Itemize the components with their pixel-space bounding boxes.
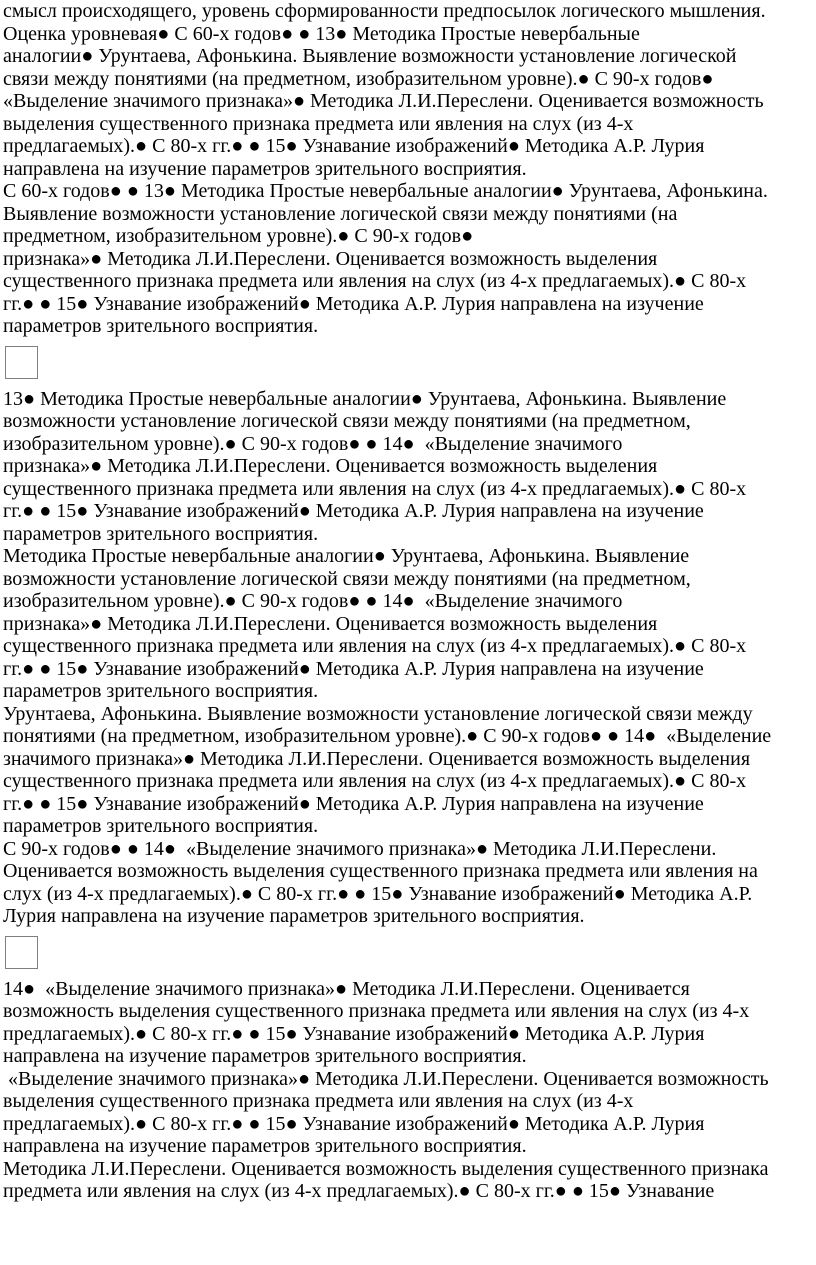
text-line: направлена на изучение параметров зрительного восприятия.: [3, 1135, 527, 1157]
text-line: Оценка уровневая● С 60-х годов● ● 13● Методика Простые невербальные: [3, 22, 640, 45]
text-line: признака»● Методика Л.И.Переслени. Оценивается возможность выделения: [3, 612, 658, 635]
text-line: аналогии● Урунтаева, Афонькина. Выявление возможности установление логической: [3, 45, 737, 67]
text-line: возможности установление логической связи между понятиями (на предметном,: [3, 410, 691, 432]
text-line: значимого признака»● Методика Л.И.Переслени. Оценивается возможность выделения: [3, 747, 751, 770]
text-line: возможность выделения существенного признака предмета или явления на слух (из 4-х: [3, 1000, 750, 1022]
text-line: возможности установление логической связи между понятиями (на предметном,: [3, 567, 691, 590]
text-line: параметров зрительного восприятия.: [3, 315, 319, 337]
text-line: параметров зрительного восприятия.: [3, 815, 319, 837]
text-line: 14● «Выделение значимого признака»● Методика Л.И.Переслени. Оценивается: [3, 977, 690, 1000]
text-line: признака»● Методика Л.И.Переслени. Оценивается возможность выделения: [3, 455, 658, 477]
text-line: параметров зрительного восприятия.: [3, 522, 319, 545]
text-line: предлагаемых).● С 80-х гг.● ● 15● Узнавание изображений● Методика А.Р. Лурия: [3, 1112, 705, 1135]
text-line: гг.● ● 15● Узнавание изображений● Методика А.Р. Лурия направлена на изучение: [3, 792, 704, 815]
text-line: выделения существенного признака предмета или явления на слух (из 4-х: [3, 112, 634, 135]
text-line: слух (из 4-х предлагаемых).● С 80-х гг.● ● 15● Узнавание изображений● Методика А.Р.: [3, 882, 753, 905]
document-body: [3, 0, 813, 1203]
text-line: «Выделение значимого признака»● Методика Л.И.Переслени. Оценивается возможность: [3, 90, 764, 112]
text-line: С 60-х годов● ● 13● Методика Простые невербальные аналогии● Урунтаева, Афонькина.: [3, 180, 768, 202]
text-line: предметном, изобразительном уровне).● С 90-х годов●: [3, 225, 474, 247]
text-line: Оценивается возможность выделения существенного признака предмета или явления на: [3, 860, 758, 882]
text-line: понятиями (на предметном, изобразительном уровне).● С 90-х годов● ● 14● «Выделение: [3, 725, 772, 747]
text-line: гг.● ● 15● Узнавание изображений● Методика А.Р. Лурия направлена на изучение: [3, 292, 704, 315]
text-line: направлена на изучение параметров зрительного восприятия.: [3, 1045, 527, 1067]
text-line: признака»● Методика Л.И.Переслени. Оценивается возможность выделения: [3, 247, 658, 270]
text-line: связи между понятиями (на предметном, изобразительном уровне).● С 90-х годов●: [3, 67, 714, 90]
text-line: предмета или явления на слух (из 4-х предлагаемых).● С 80-х гг.● ● 15● Узнавание: [3, 1180, 715, 1202]
text-line: существенного признака предмета или явления на слух (из 4-х предлагаемых).● С 80-х: [3, 770, 747, 792]
text-line: «Выделение значимого признака»● Методика Л.И.Переслени. Оценивается возможность: [3, 1067, 769, 1090]
text-line: Выявление возможности установление логической связи между понятиями (на: [3, 202, 678, 225]
text-line: предлагаемых).● С 80-х гг.● ● 15● Узнавание изображений● Методика А.Р. Лурия: [3, 1022, 705, 1045]
image-placeholder-box: [5, 346, 38, 379]
text-line: выделения существенного признака предмета или явления на слух (из 4-х: [3, 1090, 634, 1112]
text-line: гг.● ● 15● Узнавание изображений● Методика А.Р. Лурия направлена на изучение: [3, 657, 704, 680]
text-line: направлена на изучение параметров зрительного восприятия.: [3, 157, 527, 180]
text-line: С 90-х годов● ● 14● «Выделение значимого признака»● Методика Л.И.Переслени.: [3, 837, 717, 860]
text-line: Методика Л.И.Переслени. Оценивается возможность выделения существенного признака: [3, 1157, 769, 1180]
text-line: параметров зрительного восприятия.: [3, 680, 319, 702]
text-line: Методика Простые невербальные аналогии● Урунтаева, Афонькина. Выявление: [3, 545, 690, 567]
text-line: существенного признака предмета или явления на слух (из 4-х предлагаемых).● С 80-х: [3, 635, 747, 657]
text-line: существенного признака предмета или явления на слух (из 4-х предлагаемых).● С 80-х: [3, 270, 747, 292]
text-line: 13● Методика Простые невербальные аналогии● Урунтаева, Афонькина. Выявление: [3, 387, 727, 410]
text-line: изобразительном уровне).● С 90-х годов● ● 14● «Выделение значимого: [3, 590, 623, 612]
text-line: Урунтаева, Афонькина. Выявление возможности установление логической связи между: [3, 702, 753, 725]
text-line: Лурия направлена на изучение параметров зрительного восприятия.: [3, 905, 585, 927]
image-placeholder-box: [5, 936, 38, 969]
text-line: смысл происходящего, уровень сформированности предпосылок логического мышления.: [3, 0, 766, 22]
text-line: гг.● ● 15● Узнавание изображений● Методика А.Р. Лурия направлена на изучение: [3, 500, 704, 522]
text-line: существенного признака предмета или явления на слух (из 4-х предлагаемых).● С 80-х: [3, 477, 747, 500]
text-line: предлагаемых).● С 80-х гг.● ● 15● Узнавание изображений● Методика А.Р. Лурия: [3, 135, 705, 157]
text-line: изобразительном уровне).● С 90-х годов● ● 14● «Выделение значимого: [3, 432, 623, 455]
